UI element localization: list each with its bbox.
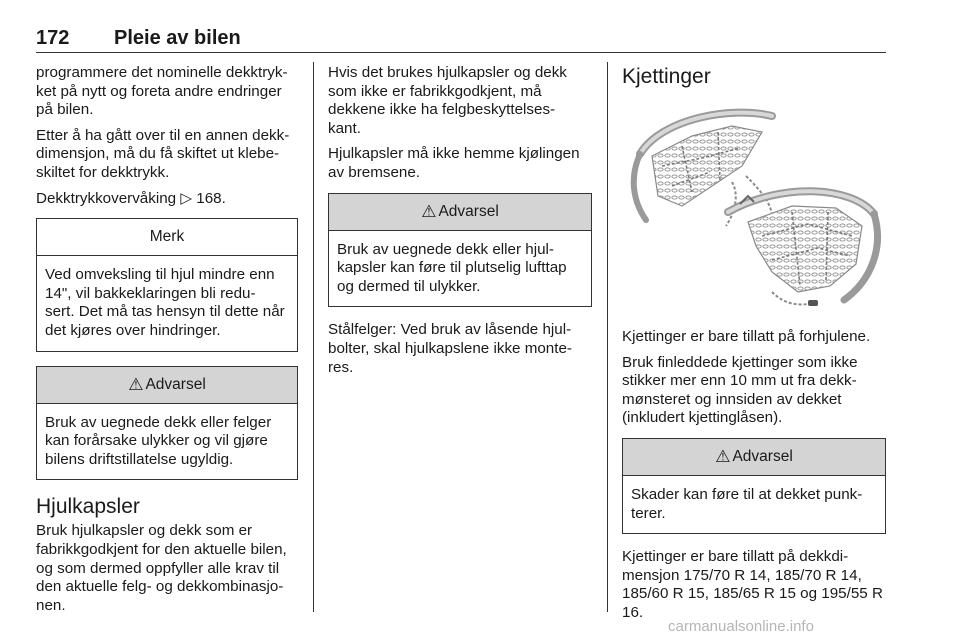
watermark: carmanualsonline.info — [668, 618, 814, 635]
reference-text: Dekktrykkovervåking — [36, 189, 177, 207]
section-title: Kjettinger — [622, 65, 711, 88]
section-title: Hjulkapsler — [36, 495, 140, 519]
note-body: Ved omveksling til hjul mindre enn 14", vil bakkeklaringen bli redu- sert. Det må tas hensyn til dette når det kjøres over hindringer. — [45, 266, 285, 339]
warning-triangle-icon: ⚠ — [715, 446, 731, 466]
warning-box — [36, 366, 298, 481]
column-divider — [607, 62, 608, 612]
paragraph: Etter å ha gått over til en annen dekk- dimensjon, må du få skiftet ut klebe- skiltet for dekktrykk. — [36, 126, 290, 181]
column-divider — [313, 62, 314, 612]
header-rule — [36, 52, 886, 53]
paragraph: programmere det nominelle dekktryk- ket på nytt og foreta andre endringer på bilen. — [36, 64, 288, 119]
warning-header — [623, 439, 885, 476]
cross-reference[interactable] — [36, 190, 298, 209]
reference-page: 168. — [196, 189, 226, 207]
column-2 — [328, 64, 592, 384]
warning-title: Advarsel — [438, 202, 499, 220]
paragraph: Hjulkapsler må ikke hemme kjølingen av bremsene. — [328, 145, 580, 181]
warning-body: Bruk av uegnede dekk eller felger kan forårsake ulykker og vil gjøre bilens driftstillatelse ugyldig. — [45, 413, 272, 468]
warning-header — [37, 367, 297, 404]
column-3 — [622, 64, 886, 630]
note-title: Merk — [37, 219, 297, 256]
arrow-reference-icon: ▷ — [180, 189, 193, 207]
page-number: 172 — [36, 27, 70, 49]
warning-body: Skader kan føre til at dekket punk- terer. — [631, 485, 863, 522]
warning-header — [329, 194, 591, 231]
warning-box — [622, 438, 886, 534]
chapter-title: Pleie av bilen — [114, 27, 241, 49]
note-box — [36, 218, 298, 351]
warning-box — [328, 193, 592, 308]
warning-title: Advarsel — [732, 447, 793, 465]
page-header — [36, 26, 886, 50]
paragraph: Hvis det brukes hjulkapsler og dekk som ikke er fabrikkgodkjent, må dekkene ikke ha felgbeskyttelses- kant. — [328, 64, 567, 137]
column-1 — [36, 64, 298, 622]
warning-body: Bruk av uegnede dekk eller hjul- kapsler kan føre til plutselig lufttap og dermed til ulykker. — [337, 240, 567, 295]
paragraph: Bruk finleddede kjettinger som ikke stikker mer enn 10 mm ut fra dekk- mønsteret og innsiden av dekket (inkludert kjettinglåsen). — [622, 353, 858, 427]
paragraph: Kjettinger er bare tillatt på forhjulene. — [622, 328, 871, 345]
warning-triangle-icon: ⚠ — [128, 374, 144, 394]
snow-chain-illustration — [622, 96, 886, 318]
warning-title: Advarsel — [145, 375, 206, 393]
warning-triangle-icon: ⚠ — [421, 201, 437, 221]
paragraph: Kjettinger er bare tillatt på dekkdi- mensjon 175/70 R 14, 185/70 R 14, 185/60 R 15, 185/65 R 15 og 195/55 R 16. — [622, 548, 883, 621]
paragraph: Stålfelger: Ved bruk av låsende hjul- bolter, skal hjulkapslene ikke monte- res. — [328, 321, 572, 376]
paragraph: Bruk hjulkapsler og dekk som er fabrikkgodkjent for den aktuelle bilen, og som dermed oppfyller alle krav til den aktuelle felg- og dekkombinasjo- nen. — [36, 522, 287, 614]
